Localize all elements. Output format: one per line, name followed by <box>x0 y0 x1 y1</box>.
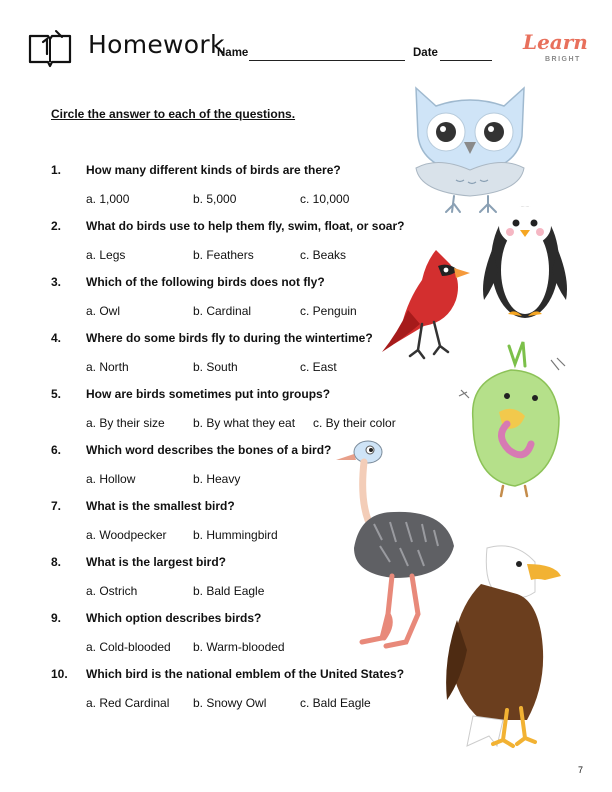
answer-option[interactable]: a. Ostrich <box>86 584 138 598</box>
page-title: Homework <box>88 30 225 59</box>
answer-option[interactable]: c. Beaks <box>300 248 347 262</box>
logo-learn: Learn <box>523 30 588 54</box>
penguin-illustration <box>480 190 570 325</box>
question-text: What is the smallest bird? <box>86 499 235 513</box>
answer-option[interactable]: c. Bald Eagle <box>300 696 371 710</box>
question-text: Which of the following birds does not fly? <box>86 275 325 289</box>
answer-option[interactable]: b. Bald Eagle <box>193 584 265 598</box>
question-text: Which option describes birds? <box>86 611 262 625</box>
name-label: Name <box>217 47 249 59</box>
answer-option[interactable]: b. Heavy <box>193 472 241 486</box>
date-field[interactable] <box>440 60 492 61</box>
instructions: Circle the answer to each of the questions. <box>51 107 296 121</box>
question-number: 2. <box>51 219 62 233</box>
answer-option[interactable]: b. By what they eat <box>193 416 296 430</box>
question-number: 9. <box>51 611 62 625</box>
answer-option[interactable]: c. East <box>300 360 337 374</box>
answer-option[interactable]: a. Cold-blooded <box>86 640 171 654</box>
answer-option[interactable]: b. Feathers <box>193 248 254 262</box>
question-text: What do birds use to help them fly, swim, float, or soar? <box>86 219 405 233</box>
answer-option[interactable]: b. Hummingbird <box>193 528 278 542</box>
answer-option[interactable]: c. 10,000 <box>300 192 350 206</box>
date-label: Date <box>413 47 438 59</box>
question-number: 8. <box>51 555 62 569</box>
answer-option[interactable]: b. Snowy Owl <box>193 696 267 710</box>
answer-option[interactable]: b. Cardinal <box>193 304 252 318</box>
question-text: How many different kinds of birds are there? <box>86 163 341 177</box>
answer-option[interactable]: c. Penguin <box>300 304 357 318</box>
book-icon <box>26 28 74 68</box>
logo-bright: BRIGHT <box>545 56 581 63</box>
question-text: Which word describes the bones of a bird? <box>86 443 332 457</box>
question-number: 6. <box>51 443 62 457</box>
answer-option[interactable]: a. Woodpecker <box>86 528 167 542</box>
answer-option[interactable]: a. Hollow <box>86 472 136 486</box>
question-number: 10. <box>51 667 68 681</box>
question-number: 4. <box>51 331 62 345</box>
name-field[interactable] <box>249 60 405 61</box>
answer-option[interactable]: a. Owl <box>86 304 121 318</box>
answer-option[interactable]: a. North <box>86 360 129 374</box>
answer-option[interactable]: a. By their size <box>86 416 165 430</box>
question-number: 3. <box>51 275 62 289</box>
question-text: What is the largest bird? <box>86 555 227 569</box>
question-text: Where do some birds fly to during the wintertime? <box>86 331 373 345</box>
question-text: How are birds sometimes put into groups? <box>86 387 331 401</box>
answer-option[interactable]: b. South <box>193 360 238 374</box>
question-number: 1. <box>51 163 62 177</box>
answer-option[interactable]: c. By their color <box>313 416 396 430</box>
question-text: Which bird is the national emblem of the United States? <box>86 667 405 681</box>
answer-option[interactable]: a. Legs <box>86 248 126 262</box>
question-number: 7. <box>51 499 62 513</box>
eagle-illustration <box>437 540 567 750</box>
answer-option[interactable]: b. Warm-blooded <box>193 640 285 654</box>
answer-option[interactable]: a. Red Cardinal <box>86 696 170 710</box>
answer-option[interactable]: a. 1,000 <box>86 192 130 206</box>
parrot-illustration <box>455 340 575 500</box>
page-number: 7 <box>578 765 584 775</box>
answer-option[interactable]: b. 5,000 <box>193 192 237 206</box>
question-number: 5. <box>51 387 62 401</box>
